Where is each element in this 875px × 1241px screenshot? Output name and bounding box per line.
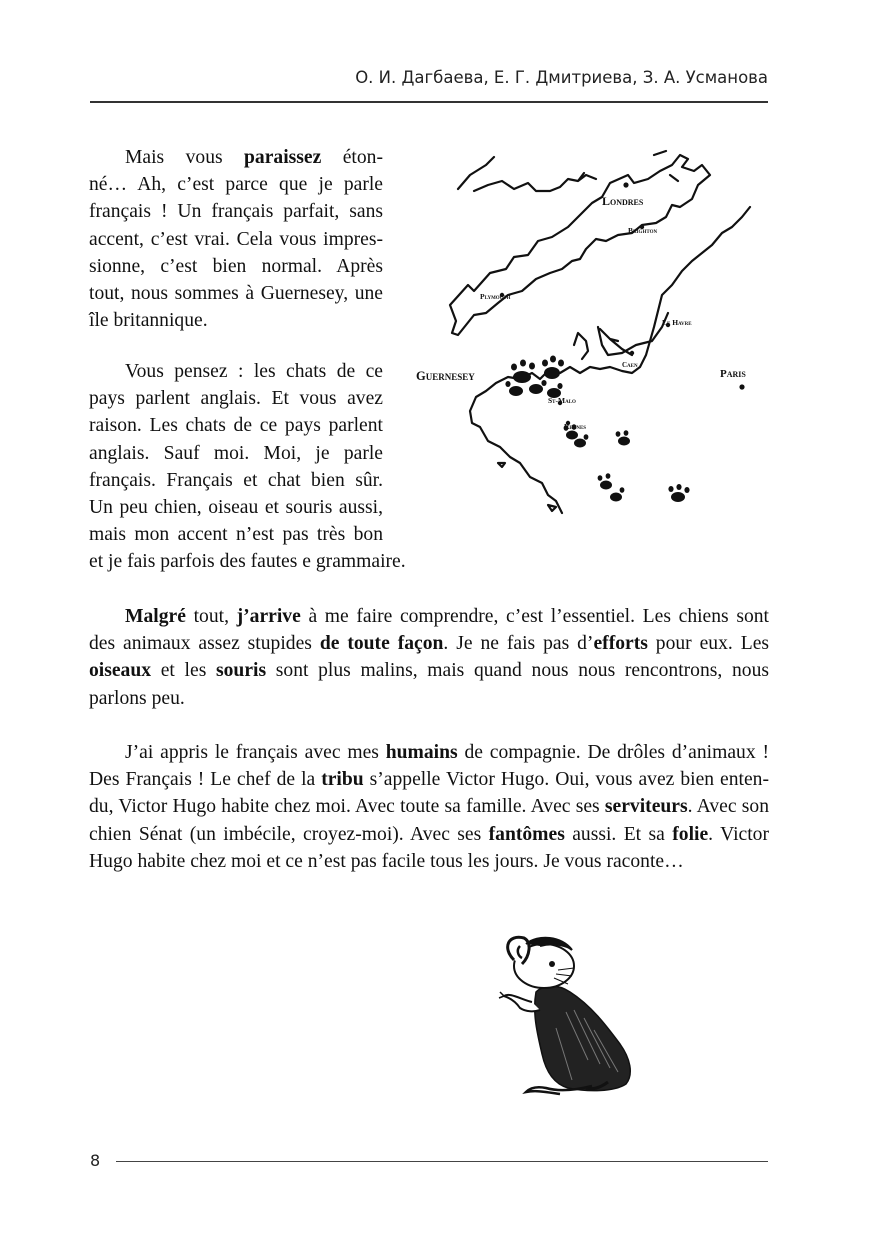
- bold-word: de toute façon: [319, 633, 444, 655]
- text: éton-: [321, 147, 383, 168]
- line: Un peu chien, oiseau et souris aussi,: [89, 497, 383, 519]
- line: Vous pensez : les chats de ce: [125, 361, 383, 382]
- label-londres: Londres: [602, 194, 644, 208]
- text: Mais vous: [125, 147, 245, 168]
- label-plymouth: Plymouth: [480, 292, 511, 301]
- line: et je fais parfois des fautes e grammaire.: [89, 551, 406, 573]
- line: né… Ah, c’est parce que je parle: [89, 174, 383, 196]
- bold-word: souris: [216, 660, 267, 682]
- bold-word: j’arrive: [236, 606, 301, 627]
- havre-coast: [598, 313, 668, 355]
- england-coast: [450, 155, 710, 335]
- normandy-coast: [574, 329, 632, 359]
- text: et les: [151, 660, 216, 682]
- text: . Je ne fais pas d’: [443, 633, 594, 655]
- paragraph-3: [89, 603, 769, 712]
- label-paris: Paris: [720, 368, 746, 380]
- bold-word: efforts: [593, 633, 648, 655]
- text: à me faire comprendre, c’est l’essentiel. Les chiens sont des animaux assez stupides: [89, 606, 769, 655]
- bold-word: Malgré: [125, 606, 186, 627]
- map-illustration: [410, 145, 765, 530]
- page-number: 8: [90, 1151, 101, 1170]
- line: pays parlent anglais. Et vous avez: [89, 388, 383, 410]
- line: tout, nous sommes à Guernesey, une: [89, 283, 383, 305]
- france-coast: [470, 207, 750, 513]
- text: tout,: [185, 606, 237, 627]
- bold-word: oiseaux: [89, 660, 152, 682]
- line: sionne, c’est bien normal. Après: [89, 255, 383, 277]
- line: île britannique.: [89, 310, 208, 332]
- footer-rule: [116, 1161, 768, 1162]
- paragraph-1: [89, 144, 383, 334]
- text: s’appelle Victor Hugo. Oui, vous avez bien enten-du, Victor Hugo habite chez moi. Avec toute sa famille. Avec ses: [89, 769, 769, 818]
- line: français ! Un français parfait, sans: [89, 201, 383, 223]
- label-rennes: Rennes: [564, 422, 587, 431]
- text: aussi. Et sa: [564, 823, 673, 845]
- line: accent, c’est vrai. Cela vous impres-: [89, 228, 383, 250]
- text: pour eux. Les: [647, 633, 770, 655]
- bold-word: folie: [672, 823, 709, 845]
- mouse-illustration: [496, 932, 656, 1097]
- bold-word: paraissez: [244, 147, 322, 168]
- label-caen: Caen: [622, 361, 638, 369]
- label-brighton: Brighton: [628, 226, 658, 235]
- island-2: [498, 463, 505, 467]
- mouse-body: [535, 986, 631, 1091]
- bold-word: serviteurs: [604, 796, 688, 818]
- line: mais mon accent n’est pas très bon: [89, 524, 383, 546]
- text: de compagnie. De drôles d’animaux ! Des Français ! Le chef de la: [89, 742, 769, 791]
- bold-word: humains: [385, 742, 458, 763]
- paragraph-4: [89, 739, 769, 875]
- paragraph-2: [89, 358, 406, 576]
- island-1: [548, 505, 556, 511]
- header-rule: [90, 101, 768, 103]
- line: raison. Les chats de ce pays parlent: [89, 415, 383, 437]
- text: . Victor Hugo habite chez moi et ce n’est pas facile tous les jours. Je vous raconte…: [89, 823, 769, 872]
- text: . Avec son chien Sénat (un imbécile, croyez-moi). Avec ses: [89, 796, 769, 845]
- text: sont plus malins, mais quand nous nous rencontrons, nous parlons peu.: [89, 660, 769, 709]
- paw-prints: [505, 356, 689, 503]
- label-le-havre: Le Havre: [662, 318, 692, 327]
- running-header: О. И. Дагбаева, Е. Г. Дмитриева, З. А. Усманова: [355, 68, 768, 87]
- label-st-malo: St-Malo: [548, 396, 576, 405]
- text: J’ai appris le français avec mes: [125, 742, 386, 763]
- label-guernesey: Guernesey: [416, 369, 475, 383]
- line: français. Français et chat bien sûr.: [89, 469, 383, 491]
- bold-word: fantômes: [488, 823, 565, 845]
- north-coast: [458, 151, 678, 191]
- line: anglais. Sauf moi. Moi, je parle: [89, 442, 383, 464]
- bold-word: tribu: [321, 769, 364, 791]
